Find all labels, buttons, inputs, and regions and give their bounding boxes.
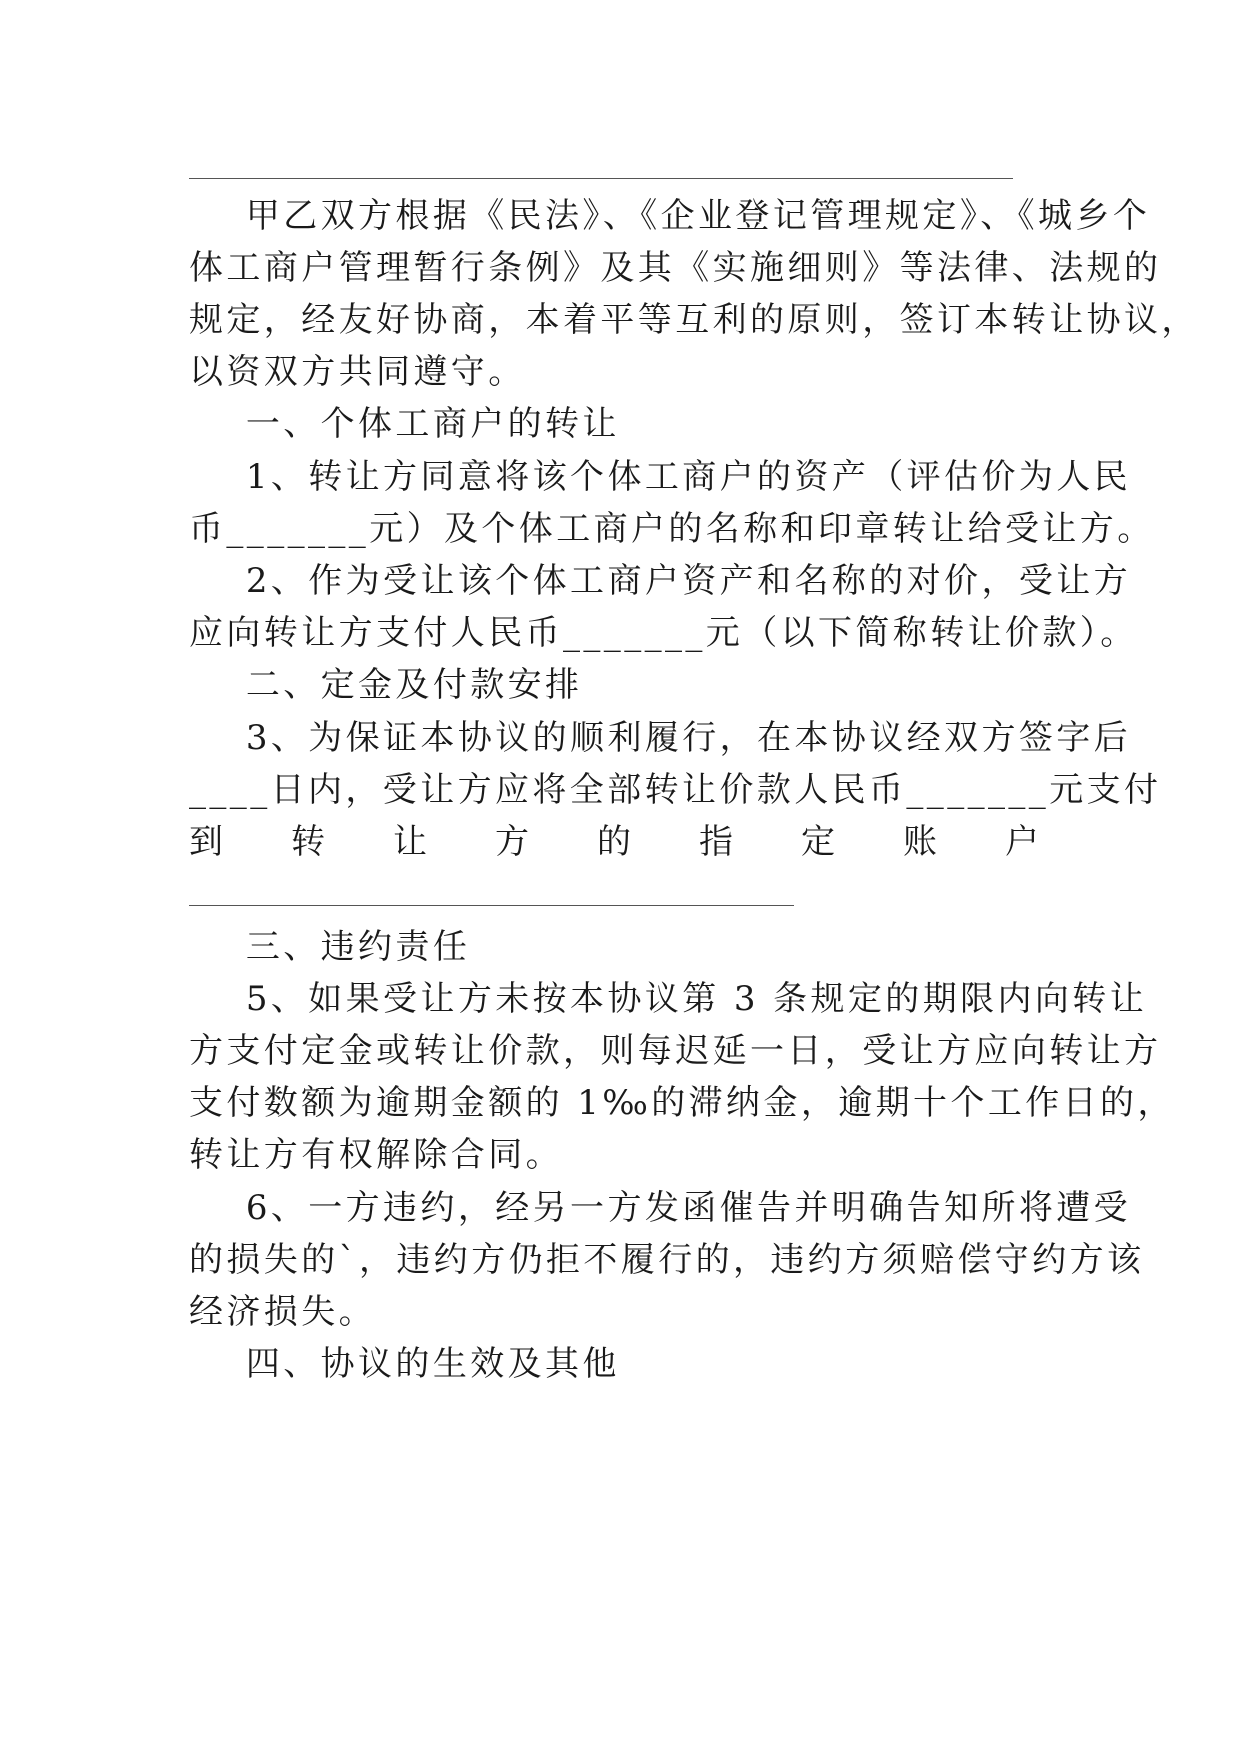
preamble-line-4: 以资双方共同遵守。 (189, 352, 526, 392)
clause-3-line-3 (189, 822, 1039, 862)
spread-char: 方 (495, 822, 529, 862)
spread-char: 的 (597, 822, 631, 862)
spread-char: 户 (1005, 822, 1039, 862)
spread-char: 转 (291, 822, 325, 862)
clause-2-line-1: 2、作为受让该个体工商户资产和名称的对价，受让方 (189, 561, 1132, 601)
clause-1-line-1: 1、转让方同意将该个体工商户的资产（评估价为人民 (189, 457, 1132, 497)
preamble-line-2: 体工商户管理暂行条例》及其《实施细则》等法律、法规的 (189, 248, 1162, 288)
top-blank-line (189, 178, 1013, 179)
section-heading-3: 三、违约责任 (189, 927, 471, 967)
clause-6-line-3: 经济损失。 (189, 1292, 376, 1332)
clause-5-line-3: 支付数额为逾期金额的 1‰的滞纳金，逾期十个工作日的， (189, 1083, 1175, 1123)
clause-6-line-2: 的损失的`，违约方仍拒不履行的，违约方须赔偿守约方该 (189, 1240, 1145, 1280)
clause-1-line-2: 币_______元）及个体工商户的名称和印章转让给受让方。 (189, 509, 1155, 549)
clause-3-line-2: ____日内，受让方应将全部转让价款人民币_______元支付 (189, 770, 1162, 810)
account-blank-line (189, 905, 794, 906)
spread-char: 让 (393, 822, 427, 862)
clause-5-line-1: 5、如果受让方未按本协议第 3 条规定的期限内向转让 (189, 979, 1148, 1019)
preamble-line-3: 规定，经友好协商，本着平等互利的原则，签订本转让协议， (189, 300, 1199, 340)
spread-char: 指 (699, 822, 733, 862)
clause-5-line-2: 方支付定金或转让价款，则每迟延一日，受让方应向转让方 (189, 1031, 1162, 1071)
section-heading-4: 四、协议的生效及其他 (189, 1344, 620, 1384)
spread-char: 到 (189, 822, 223, 862)
clause-6-line-1: 6、一方违约，经另一方发函催告并明确告知所将遭受 (189, 1188, 1132, 1228)
section-heading-1: 一、个体工商户的转让 (189, 404, 620, 444)
clause-5-line-4: 转让方有权解除合同。 (189, 1135, 563, 1175)
clause-2-line-2: 应向转让方支付人民币_______元（以下简称转让价款）。 (189, 613, 1138, 653)
section-heading-2: 二、定金及付款安排 (189, 665, 583, 705)
preamble-line-1: 甲乙双方根据《民法》、《企业登记管理规定》、《城乡个 (189, 196, 1151, 236)
spread-char: 账 (903, 822, 937, 862)
spread-char: 定 (801, 822, 835, 862)
clause-3-line-1: 3、为保证本协议的顺利履行，在本协议经双方签字后 (189, 718, 1132, 758)
